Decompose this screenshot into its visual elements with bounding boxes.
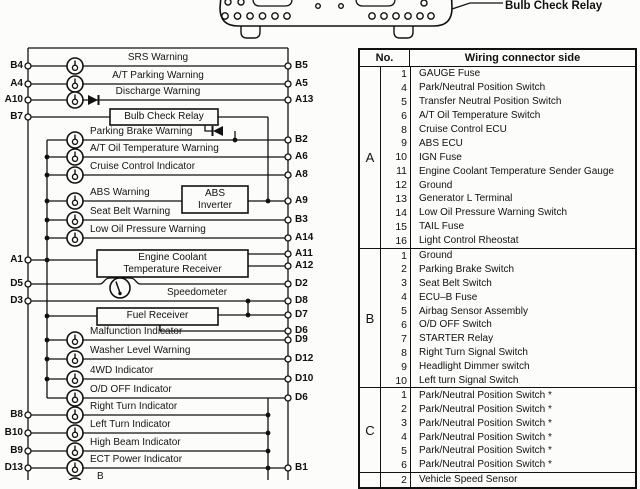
pin-number: 2: [381, 262, 411, 276]
terminal-circle: [285, 465, 291, 471]
junction-dot: [45, 199, 50, 204]
connector-pin: [339, 4, 344, 9]
table-row: [381, 95, 635, 109]
fuel-receiver-label: Fuel Receiver: [126, 310, 189, 321]
connector-description: Ground: [419, 250, 453, 262]
right-terminal-label: D6: [295, 325, 308, 336]
right-terminal-label: A9: [295, 195, 308, 206]
connector-pin: [272, 13, 278, 19]
right-terminal-label: D7: [295, 309, 308, 320]
junction-dot: [45, 314, 50, 319]
right-terminal-label: D2: [295, 278, 308, 289]
pin-number: 14: [381, 206, 411, 220]
pin-number: 10: [381, 374, 411, 388]
circuit-label: A/T Parking Warning: [112, 70, 204, 81]
terminal-circle: [25, 298, 31, 304]
pin-number: 6: [381, 109, 411, 123]
connector-description: STARTER Relay: [419, 333, 494, 345]
table-row: [381, 458, 635, 472]
left-terminal-label: D5: [10, 278, 23, 289]
bulb-check-relay-label: Bulb Check Relay: [124, 111, 204, 122]
pin-number: 12: [381, 178, 411, 192]
table-row: [381, 81, 635, 95]
junction-dot: [246, 313, 251, 318]
circuit-label: Left Turn Indicator: [90, 419, 171, 430]
junction-dot: [45, 218, 50, 223]
pin-number: 9: [381, 136, 411, 150]
connector-description: Left turn Signal Switch: [419, 375, 519, 387]
connector-description: Engine Coolant Temperature Sender Gauge: [419, 165, 614, 177]
table-row: [381, 290, 635, 304]
terminal-circle: [285, 172, 291, 178]
junction-dot: [233, 138, 238, 143]
table-row: [381, 178, 635, 192]
right-terminal-label: A12: [295, 260, 314, 271]
pin-number: 4: [381, 290, 411, 304]
pin-number: 3: [381, 276, 411, 290]
table-row: [381, 360, 635, 374]
circuit-label: High Beam Indicator: [90, 437, 181, 448]
connector-description: Park/Neutral Position Switch *: [419, 417, 552, 429]
left-terminal-label: D3: [10, 295, 23, 306]
bulb-icon: [67, 332, 83, 348]
circuit-label: Right Turn Indicator: [90, 401, 178, 412]
table-row: [381, 388, 635, 402]
pin-number: 6: [381, 458, 411, 472]
left-terminal-label: A10: [4, 94, 23, 105]
connector-description: Park/Neutral Position Switch *: [419, 431, 552, 443]
pin-number: 3: [381, 416, 411, 430]
table-row: [381, 123, 635, 137]
right-terminal-label: D9: [295, 334, 308, 345]
pin-number: 7: [381, 332, 411, 346]
table-row: [381, 318, 635, 332]
connector-pin: [222, 13, 228, 19]
connector-description: GAUGE Fuse: [419, 68, 481, 80]
bulb-check-relay-connector-drawing: [220, 0, 503, 38]
terminal-circle: [285, 312, 291, 318]
right-terminal-label: B2: [295, 134, 308, 145]
terminal-circle: [285, 63, 291, 69]
connector-description: IGN Fuse: [419, 151, 462, 163]
terminal-circle: [285, 235, 291, 241]
table-section: [360, 388, 635, 472]
connector-pin: [428, 13, 434, 19]
table-row: [381, 304, 635, 318]
table-row: [381, 136, 635, 150]
right-terminal-label: D10: [295, 373, 314, 384]
right-terminal-label: A8: [295, 169, 308, 180]
connector-pin: [238, 0, 244, 5]
circuit-label: A/T Oil Temperature Warning: [90, 143, 219, 154]
right-terminal-label: A14: [295, 232, 314, 243]
circuit-label: Speedometer: [167, 287, 228, 298]
terminal-circle: [285, 281, 291, 287]
pin-number: 1: [381, 388, 411, 402]
right-terminal-label: B1: [295, 462, 308, 473]
section-label: B: [360, 249, 381, 388]
bulb-icon: [67, 371, 83, 387]
connector-description: Light Control Rheostat: [419, 235, 519, 247]
junction-dot: [266, 449, 271, 454]
connector-description: A/T Oil Temperature Switch: [419, 110, 541, 122]
bulb-check-relay-callout-label: Bulb Check Relay: [505, 0, 603, 12]
left-terminal-label: B4: [10, 60, 23, 71]
circuit-label: Malfunction Indicator: [90, 326, 183, 337]
terminal-circle: [25, 257, 31, 263]
junction-dot: [266, 466, 271, 471]
pin-number: 2: [381, 473, 411, 487]
left-terminal-label: D13: [4, 462, 23, 473]
terminal-circle: [285, 154, 291, 160]
table-row: [381, 249, 635, 263]
pin-number: 4: [381, 430, 411, 444]
terminal-circle: [285, 251, 291, 257]
junction-dot: [45, 155, 50, 160]
connector-description: Vehicle Speed Sensor: [419, 474, 518, 486]
terminal-circle: [25, 430, 31, 436]
connector-description: Generator L Terminal: [419, 193, 513, 205]
connector-description: Ground: [419, 179, 453, 191]
bulb-icon: [67, 149, 83, 165]
terminal-circle: [25, 281, 31, 287]
connector-pin: [369, 13, 375, 19]
table-row: [381, 150, 635, 164]
left-terminal-label: B7: [10, 111, 23, 122]
speedometer-gauge-icon: [110, 278, 130, 298]
connector-pin: [247, 13, 253, 19]
connector-description: Park/Neutral Position Switch *: [419, 403, 552, 415]
bulb-icon: [67, 460, 83, 476]
terminal-circle: [25, 63, 31, 69]
circuit-label: Discharge Warning: [115, 86, 201, 97]
pin-number: 13: [381, 192, 411, 206]
table-header-side: Wiring connector side: [464, 52, 581, 64]
pin-number: 2: [381, 402, 411, 416]
terminal-circle: [285, 328, 291, 334]
bulb-icon: [67, 443, 83, 459]
table-header: [360, 50, 635, 67]
right-terminal-label: A11: [295, 248, 313, 259]
connector-description: Transfer Neutral Position Switch: [419, 96, 562, 108]
bulb-icon: [67, 132, 83, 148]
connector-pin: [225, 0, 231, 5]
terminal-circle: [25, 465, 31, 471]
circuit-label: SRS Warning: [127, 52, 189, 63]
connector-description: Airbag Sensor Assembly: [419, 305, 528, 317]
bulb-icon: [67, 390, 83, 406]
right-terminal-label: B3: [295, 214, 308, 225]
right-terminal-label: D8: [295, 295, 308, 306]
circuit-label: B: [97, 471, 104, 482]
circuit-label: O/D OFF Indicator: [90, 384, 172, 395]
table-row: [381, 374, 635, 388]
table-row: [381, 164, 635, 178]
table-row: [381, 430, 635, 444]
terminal-circle: [285, 198, 291, 204]
connector-description: Seat Belt Switch: [419, 277, 492, 289]
circuit-label: ABS Warning: [90, 187, 150, 198]
bulb-icon: [67, 230, 83, 246]
junction-dot: [45, 357, 50, 362]
connector-description: Cruise Control ECU: [419, 124, 507, 135]
pin-number: 1: [381, 67, 411, 81]
pin-number: 8: [381, 346, 411, 360]
connector-description: O/D OFF Switch: [419, 319, 492, 331]
circuit-label: Parking Brake Warning: [90, 126, 193, 137]
connector-pin: [316, 4, 321, 9]
abs-inverter-label: ABS Inverter: [198, 188, 232, 211]
circuit-label: Low Oil Pressure Warning: [90, 224, 206, 235]
bulb-icon: [67, 193, 83, 209]
pin-number: 16: [381, 234, 411, 248]
junction-dot: [45, 173, 50, 178]
connector-description: Low Oil Pressure Warning Switch: [419, 207, 568, 219]
table-row: [381, 276, 635, 290]
junction-dot: [246, 299, 251, 304]
connector-pin: [417, 13, 423, 19]
table-row: [381, 220, 635, 234]
circuit-label: Cruise Control Indicator: [90, 161, 196, 172]
pin-number: 11: [381, 164, 411, 178]
terminal-circle: [285, 337, 291, 343]
left-terminal-label: A1: [10, 254, 23, 265]
terminal-circle: [285, 217, 291, 223]
terminal-circle: [285, 395, 291, 401]
pin-number: 5: [381, 95, 411, 109]
diode-icon: [213, 126, 224, 136]
table-section: [360, 249, 635, 389]
table-row: [381, 109, 635, 123]
right-terminal-label: A13: [295, 94, 314, 105]
connector-description: ABS ECU: [419, 137, 463, 149]
pin-number: 10: [381, 150, 411, 164]
connector-description: Park/Neutral Position Switch *: [419, 389, 552, 401]
callout-leader-line: [452, 3, 503, 9]
right-terminal-label: D12: [295, 353, 314, 364]
terminal-circle: [25, 114, 31, 120]
terminal-circle: [285, 298, 291, 304]
left-terminal-label: B10: [4, 427, 23, 438]
section-label: C: [360, 388, 381, 471]
bulb-icon: [67, 351, 83, 367]
left-terminal-label: A4: [10, 78, 23, 89]
table-row: [381, 262, 635, 276]
right-terminal-label: A6: [295, 151, 308, 162]
connector-pin: [284, 13, 290, 19]
connector-pin: [381, 13, 387, 19]
junction-dot: [45, 377, 50, 382]
table-header-no: No.: [360, 50, 410, 66]
terminal-circle: [285, 376, 291, 382]
terminal-circle: [25, 412, 31, 418]
connector-pin: [405, 13, 411, 19]
table-row: [381, 444, 635, 458]
bulb-icon: [67, 407, 83, 423]
bulb-icon: [67, 167, 83, 183]
pin-number: 5: [381, 444, 411, 458]
bulb-icon: [67, 425, 83, 441]
connector-description: Right Turn Signal Switch: [419, 347, 528, 359]
connector-pin: [234, 13, 240, 19]
bulb-icon: [67, 212, 83, 228]
table-row: [381, 402, 635, 416]
table-body: [360, 67, 635, 487]
pin-number: 9: [381, 360, 411, 374]
left-terminal-label: B8: [10, 409, 23, 420]
junction-dot: [45, 258, 50, 263]
terminal-circle: [285, 356, 291, 362]
junction-dot: [45, 236, 50, 241]
table-row: [381, 67, 635, 81]
table-row: [381, 192, 635, 206]
table-row: [381, 332, 635, 346]
right-terminal-label: A5: [295, 78, 308, 89]
left-terminal-label: B9: [10, 445, 23, 456]
engine-coolant-receiver-label: Engine Coolant Temperature Receiver: [123, 252, 222, 275]
terminal-circle: [25, 97, 31, 103]
junction-dot: [266, 413, 271, 418]
pin-number: 6: [381, 318, 411, 332]
section-label: A: [360, 67, 381, 248]
connector-pin: [259, 13, 265, 19]
junction-dot: [266, 199, 271, 204]
connector-description: ECU–B Fuse: [419, 291, 478, 303]
terminal-circle: [285, 263, 291, 269]
junction-dot: [266, 431, 271, 436]
pin-number: 4: [381, 81, 411, 95]
circuit-label: Washer Level Warning: [90, 345, 191, 356]
connector-pin: [421, 0, 427, 6]
connector-description: Park/Neutral Position Switch: [419, 82, 546, 94]
pin-number: 5: [381, 304, 411, 318]
terminal-circle: [285, 97, 291, 103]
pin-number: 15: [381, 220, 411, 234]
connector-description: TAIL Fuse: [419, 221, 465, 233]
junction-dot: [45, 338, 50, 343]
table-row: [381, 346, 635, 360]
pin-number: 1: [381, 249, 411, 263]
table-section: [360, 67, 635, 249]
circuit-label: Seat Belt Warning: [90, 206, 171, 217]
connector-description: Park/Neutral Position Switch *: [419, 445, 552, 457]
circuit-label: 4WD Indicator: [90, 365, 154, 376]
connector-pin: [393, 13, 399, 19]
right-terminal-label: D6: [295, 392, 308, 403]
terminal-circle: [285, 137, 291, 143]
right-terminal-label: B5: [295, 60, 308, 71]
connector-description: Park/Neutral Position Switch *: [419, 459, 552, 471]
connector-description: Headlight Dimmer switch: [419, 361, 530, 373]
terminal-circle: [25, 448, 31, 454]
connector-description: Parking Brake Switch: [419, 263, 515, 275]
speedometer-wire: [28, 278, 288, 284]
pin-number: 8: [381, 123, 411, 137]
table-row: [381, 206, 635, 220]
table-row: [381, 416, 635, 430]
wiring-connector-table: [358, 48, 637, 489]
circuit-label: ECT Power Indicator: [90, 454, 183, 465]
table-row: [381, 234, 635, 248]
